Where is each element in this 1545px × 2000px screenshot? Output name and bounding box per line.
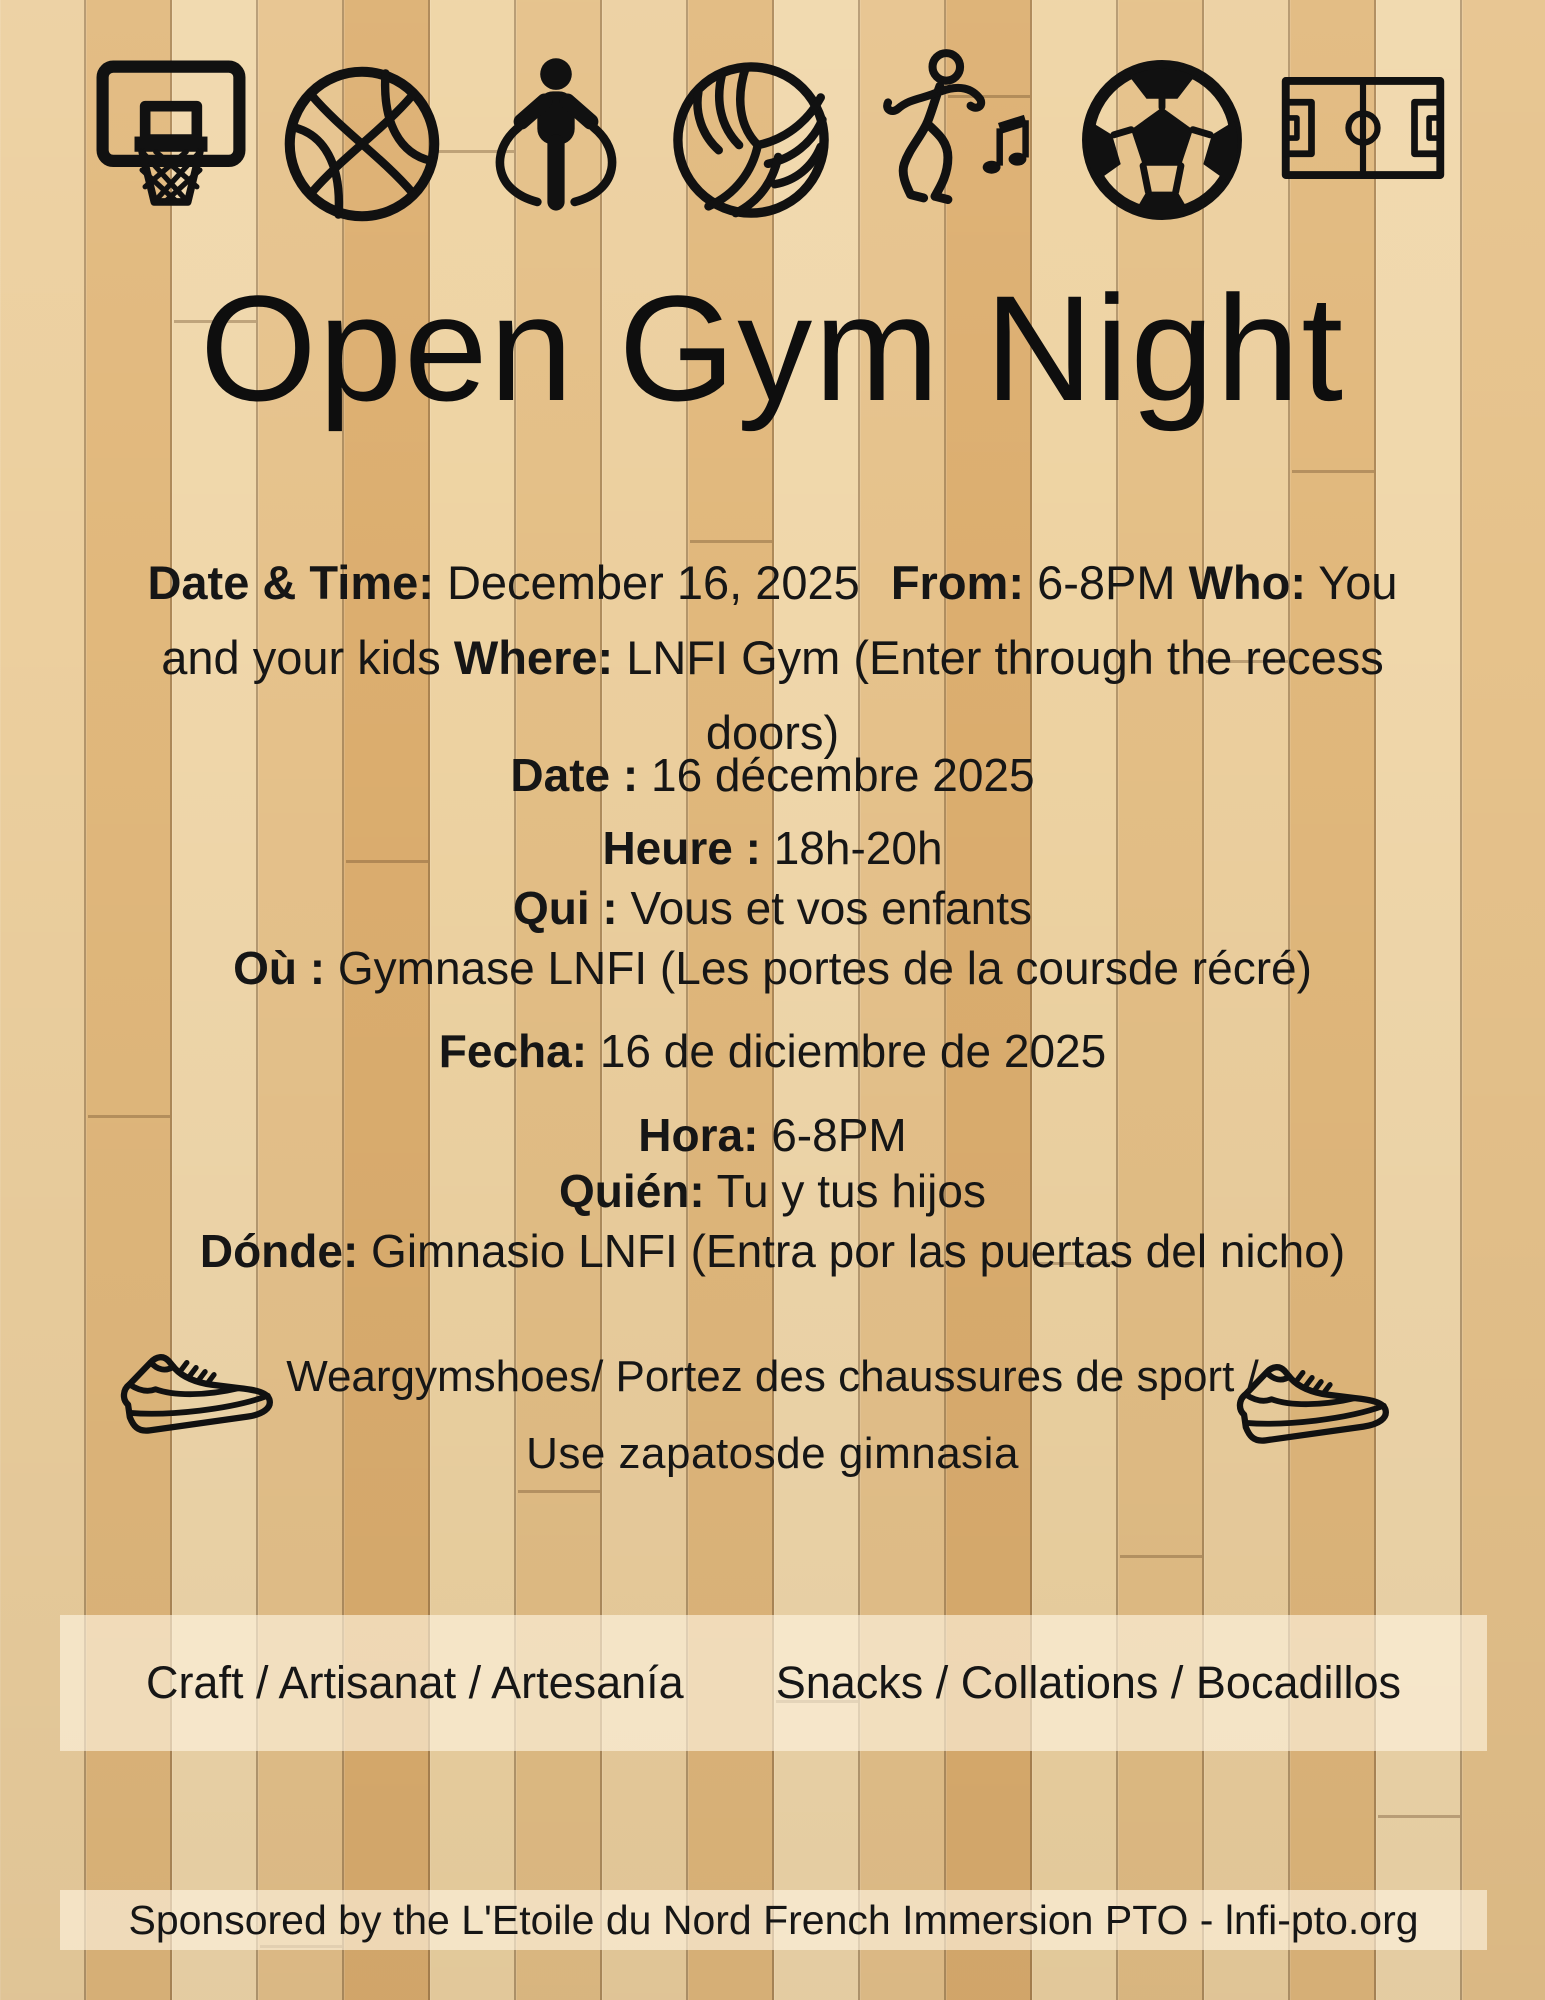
basketball-hoop-icon bbox=[95, 56, 247, 208]
value-who: You and your kids bbox=[161, 556, 1398, 685]
french-date-line bbox=[0, 749, 1545, 802]
french-time-line bbox=[0, 822, 1545, 875]
spanish-who-label: Quién: bbox=[559, 1165, 705, 1217]
label-date-time: Date & Time: bbox=[147, 556, 434, 609]
plank-joint bbox=[1378, 1815, 1460, 1818]
plank-joint bbox=[1292, 470, 1374, 473]
label-where: Where: bbox=[453, 631, 614, 685]
value-where: LNFI Gym (Enter through the recess doors) bbox=[626, 631, 1384, 760]
spanish-where-line bbox=[0, 1225, 1545, 1278]
soccer-field-icon bbox=[1279, 72, 1447, 184]
french-where-value: Gymnase LNFI (Les portes de la coursde récré) bbox=[337, 942, 1312, 994]
jump-rope-icon bbox=[477, 40, 635, 226]
spanish-who-value: Tu y tus hijos bbox=[716, 1165, 986, 1217]
volleyball-icon bbox=[666, 55, 836, 225]
sponsor-text: Sponsored by the L'Etoile du Nord French Immersion PTO - lnfi-pto.org bbox=[128, 1896, 1419, 1943]
french-who-label: Qui : bbox=[512, 882, 618, 934]
spanish-date-label: Fecha: bbox=[438, 1025, 588, 1077]
plank-joint bbox=[1120, 1555, 1202, 1558]
french-date-label: Date : bbox=[510, 749, 639, 801]
french-time-label: Heure : bbox=[602, 822, 761, 874]
french-who-line bbox=[0, 882, 1545, 935]
soccer-ball-icon bbox=[1076, 54, 1248, 226]
spanish-where-label: Dónde: bbox=[199, 1225, 359, 1277]
spanish-who-line bbox=[0, 1165, 1545, 1218]
activities-craft: Craft / Artisanat / Artesanía bbox=[145, 1657, 684, 1708]
spanish-time-value: 6-8PM bbox=[771, 1109, 907, 1161]
spanish-time-line bbox=[0, 1109, 1545, 1162]
details-english bbox=[125, 545, 1420, 771]
french-where-line bbox=[0, 942, 1545, 995]
label-from: From: bbox=[890, 556, 1024, 609]
spanish-date-value: 16 de diciembre de 2025 bbox=[599, 1025, 1107, 1077]
french-where-label: Où : bbox=[233, 942, 326, 994]
value-from: 6-8PM bbox=[1037, 556, 1189, 609]
plank-joint bbox=[690, 540, 772, 543]
gym-shoes-note bbox=[255, 1339, 1290, 1492]
page-title: Open Gym Night bbox=[199, 264, 1346, 432]
spanish-time-label: Hora: bbox=[638, 1109, 759, 1161]
gym-shoes-note-line2: Use zapatosde gimnasia bbox=[526, 1428, 1019, 1478]
sponsor-bar bbox=[60, 1890, 1487, 1950]
basketball-icon bbox=[278, 60, 446, 228]
value-date-time: December 16, 2025 bbox=[446, 556, 873, 609]
spanish-where-value: Gimnasio LNFI (Entra por las puertas del nicho) bbox=[371, 1225, 1346, 1277]
french-time-value: 18h-20h bbox=[773, 822, 943, 874]
activities-bar bbox=[60, 1615, 1487, 1751]
french-date-value: 16 décembre 2025 bbox=[650, 749, 1035, 801]
label-who: Who: bbox=[1188, 556, 1306, 609]
activities-snacks: Snacks / Collations / Bocadillos bbox=[775, 1657, 1402, 1708]
dancer-icon bbox=[867, 40, 1045, 220]
spanish-date-line bbox=[0, 1025, 1545, 1078]
sports-icons-row bbox=[95, 40, 1447, 228]
french-who-value: Vous et vos enfants bbox=[630, 882, 1033, 934]
gym-shoes-note-line1: Weargymshoes/ Portez des chaussures de sport / bbox=[286, 1352, 1259, 1401]
